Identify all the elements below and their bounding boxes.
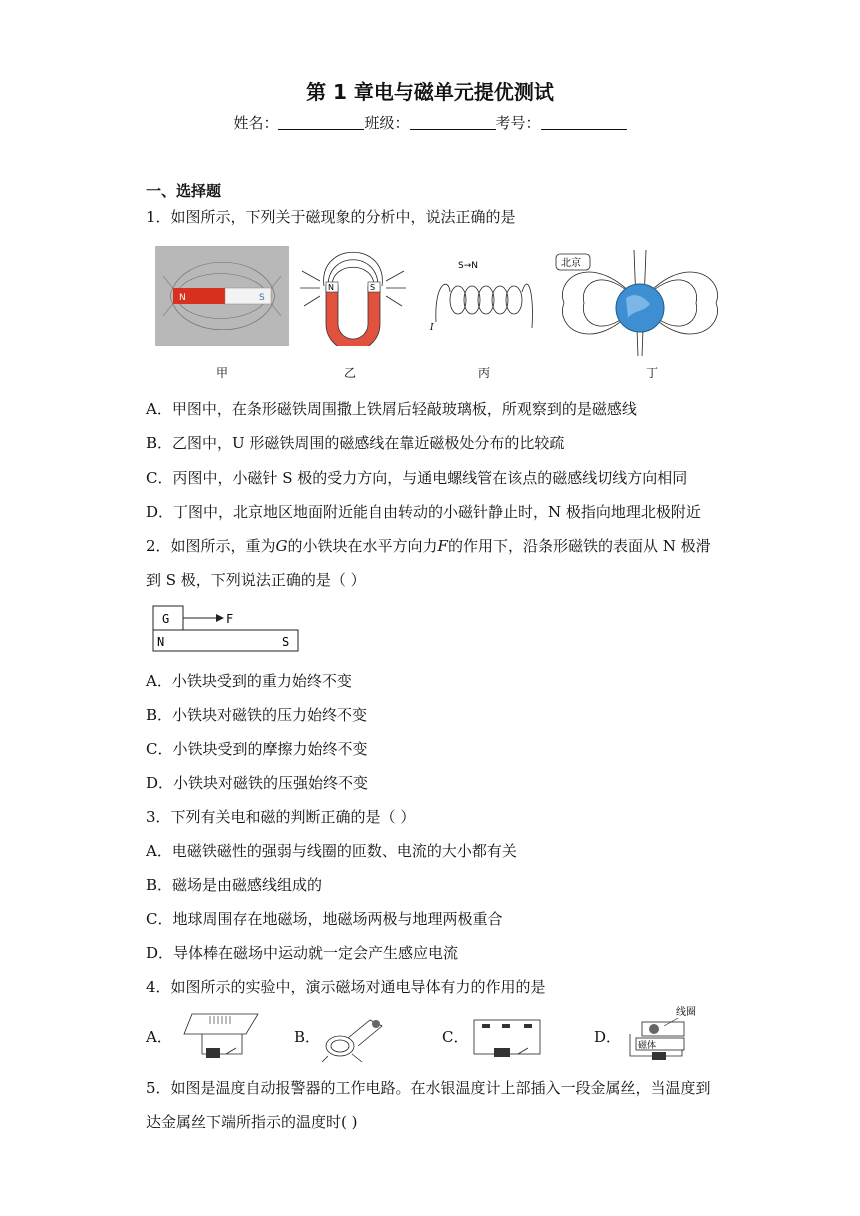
question-2-f-symbol: F [437, 537, 448, 555]
exam-number-label: 考号： [495, 114, 541, 132]
question-2-stem-line-2: 到 S 极，下列说法正确的是（ ） [146, 571, 366, 589]
compass-s-n-label: S→N [458, 261, 478, 271]
question-5-line-2: 达金属丝下端所指示的温度时( ) [146, 1113, 358, 1131]
coil-label: 线圈 [676, 1007, 696, 1018]
class-blank[interactable] [410, 115, 496, 130]
magnet-n-label: N [179, 293, 186, 303]
caption-ding: 丁 [646, 366, 659, 380]
caption-yi: 乙 [344, 366, 357, 380]
question-2-g-symbol: G [275, 537, 288, 555]
current-label: I [430, 323, 434, 333]
question-1-option-a: A．甲图中，在条形磁铁周围撒上铁屑后轻敲玻璃板，所观察到的是磁感线 [146, 400, 637, 418]
class-label: 班级： [364, 114, 410, 132]
question-4-option-a-label: A． [146, 1028, 172, 1046]
question-3-option-c: C．地球周围存在地磁场，地磁场两极与地理两极重合 [146, 910, 503, 928]
magnet-n-pole-label: N [157, 635, 165, 649]
question-2-stem-part-b: 的小铁块在水平方向力 [287, 537, 438, 555]
figure-4a-apparatus [182, 1010, 260, 1064]
figure-bar-magnet-iron-filings [155, 246, 289, 346]
magnet-s-label: S [259, 293, 265, 303]
question-2-stem-part-a: 2．如图所示，重为 [146, 537, 276, 555]
name-blank[interactable] [278, 115, 364, 130]
figure-4b-apparatus [318, 1012, 390, 1064]
question-1-option-b: B．乙图中，U 形磁铁周围的磁感线在靠近磁极处分布的比较疏 [146, 434, 565, 452]
question-2-stem-part-c: 的作用下，沿条形磁铁的表面从 N 极滑 [447, 537, 711, 555]
exam-number-blank[interactable] [541, 115, 627, 130]
question-4-stem: 4．如图所示的实验中，演示磁场对通电导体有力的作用的是 [146, 978, 546, 996]
figure-block-on-magnet [152, 605, 300, 653]
name-label: 姓名： [233, 114, 279, 132]
student-info-line [0, 112, 860, 133]
question-4-option-d-label: D． [594, 1028, 622, 1046]
u-magnet-n-label: N [328, 283, 334, 292]
magnet-body-label: 磁体 [638, 1041, 657, 1051]
u-magnet-s-label: S [370, 283, 376, 292]
question-2-option-b: B．小铁块对磁铁的压力始终不变 [146, 706, 368, 724]
question-5-line-1: 5．如图是温度自动报警器的工作电路。在水银温度计上部插入一段金属丝，当温度到 [146, 1079, 711, 1097]
figure-u-magnet [298, 246, 408, 346]
page-title: 第 1 章电与磁单元提优测试 [306, 80, 554, 104]
question-3-option-b: B．磁场是由磁感线组成的 [146, 876, 323, 894]
question-2-option-c: C．小铁块受到的摩擦力始终不变 [146, 740, 368, 758]
figure-solenoid [424, 252, 544, 336]
question-2-option-d: D．小铁块对磁铁的压强始终不变 [146, 774, 369, 792]
question-4-option-c-label: C． [442, 1028, 469, 1046]
block-g-label: G [162, 612, 170, 626]
section-heading: 一、选择题 [146, 182, 222, 200]
figure-4d-apparatus [622, 1004, 716, 1064]
question-3-option-a: A．电磁铁磁性的强弱与线圈的匝数、电流的大小都有关 [146, 842, 517, 860]
figure-4c-apparatus [470, 1014, 544, 1062]
question-3-stem: 3．下列有关电和磁的判断正确的是（ ） [146, 808, 416, 826]
magnet-s-pole-label: S [282, 635, 290, 649]
question-1-option-d: D．丁图中，北京地区地面附近能自由转动的小磁针静止时，N 极指向地理北极附近 [146, 503, 701, 521]
caption-bing: 丙 [478, 366, 491, 380]
caption-jia: 甲 [216, 366, 229, 380]
figure-earth-magnetic-field [554, 248, 726, 358]
beijing-label: 北京 [561, 258, 581, 269]
question-2-option-a: A．小铁块受到的重力始终不变 [146, 672, 352, 690]
force-f-label: F [226, 612, 234, 626]
question-4-option-b-label: B． [294, 1028, 321, 1046]
question-1-option-c: C．丙图中，小磁针 S 极的受力方向，与通电螺线管在该点的磁感线切线方向相同 [146, 469, 688, 487]
question-1-stem: 1．如图所示，下列关于磁现象的分析中，说法正确的是 [146, 208, 516, 226]
question-2-stem [146, 535, 711, 556]
question-3-option-d: D．导体棒在磁场中运动就一定会产生感应电流 [146, 944, 459, 962]
